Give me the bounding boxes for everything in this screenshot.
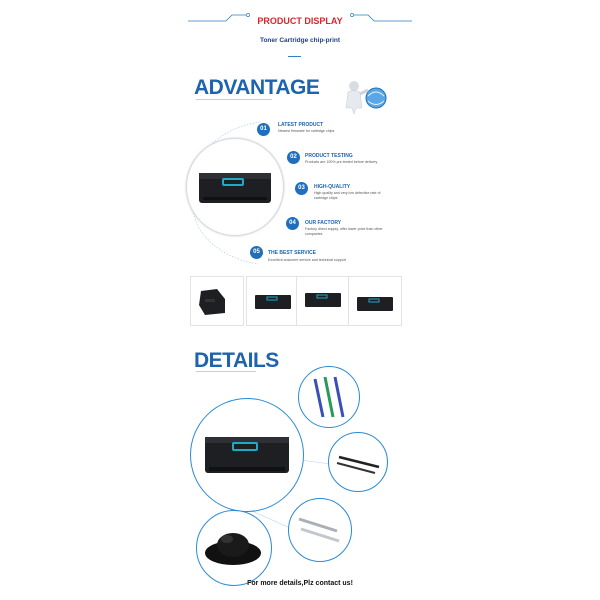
subtitle-underline xyxy=(288,56,301,57)
person-globe-icon xyxy=(342,78,388,116)
advantage-title-2: PRODUCT TESTING xyxy=(305,153,353,159)
advantage-title-5: THE BEST SERVICE xyxy=(268,250,316,256)
toner-powder-circle xyxy=(196,510,272,586)
toner-cartridge-circle xyxy=(186,138,284,236)
advantage-title-1: LATEST PRODUCT xyxy=(278,122,324,128)
details-caption-placeholder xyxy=(196,371,256,378)
advantage-caption-placeholder xyxy=(196,99,272,106)
metal-rods-image xyxy=(289,499,351,561)
advantage-desc-3: High quality and very low defective rate of cartridge chips xyxy=(314,191,381,200)
product-thumbnail-1 xyxy=(190,276,244,326)
advantage-number-5: 05 xyxy=(250,246,263,259)
advantage-title-3: HIGH-QUALITY xyxy=(314,184,351,190)
advantage-desc-5: Excellent customer service and technical support xyxy=(268,258,346,262)
advantage-heading: ADVANTAGE xyxy=(194,76,320,99)
section-title-product-display: PRODUCT DISPLAY xyxy=(257,16,343,26)
advantage-desc-4: Factory direct supply, offer lower price than other companies xyxy=(305,227,383,236)
blade-image xyxy=(329,433,387,491)
metal-rods-circle xyxy=(288,498,352,562)
rollers-image xyxy=(299,367,359,427)
advantage-number-3: 03 xyxy=(295,182,308,195)
advantage-number-2: 02 xyxy=(287,151,300,164)
contact-us-text: For more details,Plz contact us! xyxy=(247,580,353,587)
toner-cartridge-image xyxy=(187,139,283,235)
product-thumbnail-2 xyxy=(246,276,300,326)
advantage-desc-1: Newest firmware for cartridge chips xyxy=(278,129,335,133)
advantage-number-1: 01 xyxy=(257,123,270,136)
advantage-title-4: OUR FACTORY xyxy=(305,220,342,226)
rollers-circle xyxy=(298,366,360,428)
product-subtitle: Toner Cartridge chip-print xyxy=(259,37,341,44)
product-thumbnail-4 xyxy=(348,276,402,326)
details-heading: DETAILS xyxy=(194,349,279,372)
blade-circle xyxy=(328,432,388,492)
product-thumbnail-3 xyxy=(296,276,350,326)
advantage-number-4: 04 xyxy=(286,217,299,230)
details-cartridge-image xyxy=(191,399,303,511)
advantage-desc-2: Products are 100% pre-tested before delivery xyxy=(305,160,378,164)
toner-powder-image xyxy=(197,511,271,585)
details-cartridge-circle xyxy=(190,398,304,512)
